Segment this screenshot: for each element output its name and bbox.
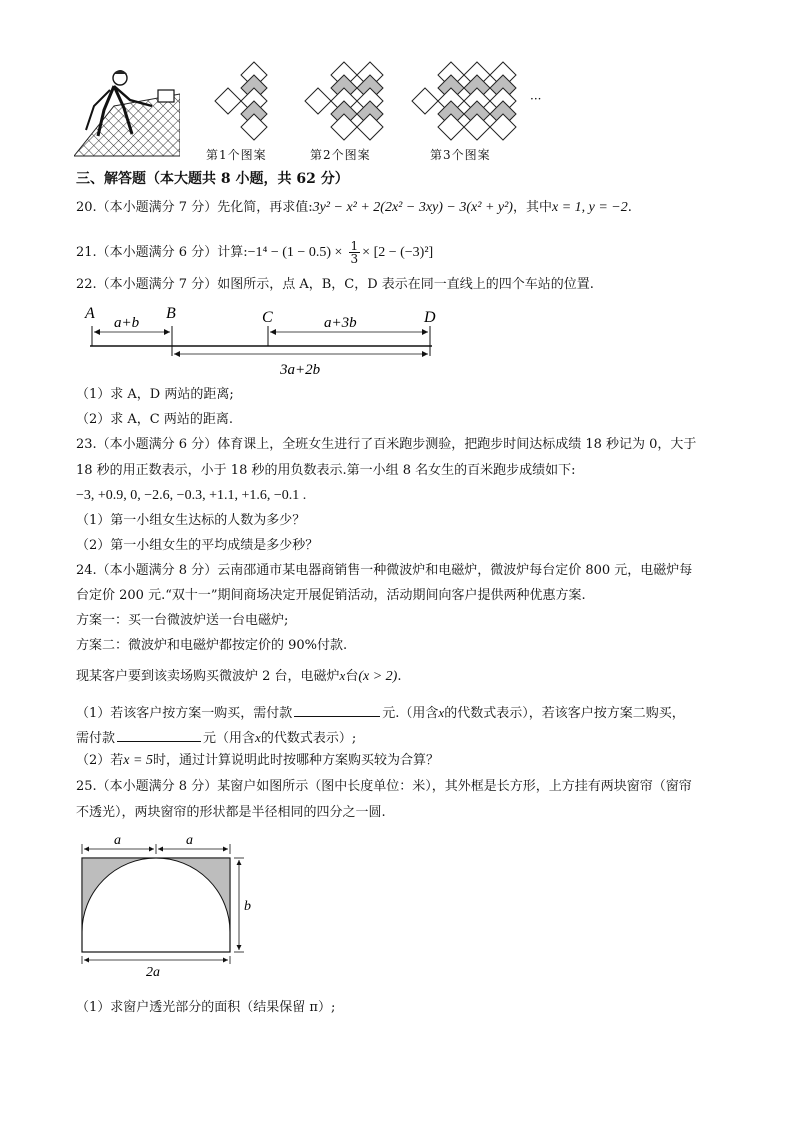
label-height-b: b bbox=[244, 899, 251, 914]
q20-expression: 3y² − x² + 2(2x² − 3xy) − 3(x² + y²) bbox=[312, 200, 513, 215]
pattern-1-figure bbox=[198, 58, 284, 144]
q24-sub1-text-e: 需付款 bbox=[76, 731, 116, 746]
question-24-line-3 bbox=[76, 668, 401, 685]
answer-blank-plan-2[interactable] bbox=[117, 729, 201, 742]
question-22-text: 22.（本小题满分 7 分）如图所示，点 A，B，C，D 表示在同一直线上的四个车站的位置. bbox=[76, 277, 594, 292]
label-point-a: A bbox=[85, 305, 95, 322]
question-23-part-1: （1）第一小组女生达标的人数为多少？ bbox=[76, 513, 306, 528]
q21-expression-a: −1⁴ − (1 − 0.5) × bbox=[247, 245, 343, 260]
q24-sub1-text-f: 元（用含 bbox=[203, 731, 256, 746]
question-24-line-1: 24.（本小题满分 8 分）云南邵通市某电器商销售一种微波炉和电磁炉，微波炉每台定价 800 元，电磁炉每 bbox=[76, 563, 693, 578]
white-tile bbox=[215, 88, 241, 114]
question-22-part-1: （1）求 A，D 两站的距离; bbox=[76, 387, 234, 402]
question-23-data: −3, +0.9, 0, −2.6, −0.3, +1.1, +1.6, −0.1 . bbox=[76, 488, 307, 503]
question-25-line-1: 25.（本小题满分 8 分）某窗户如图所示（图中长度单位：米），其外框是长方形，上方挂有两块窗帘（窗帘 bbox=[76, 779, 692, 794]
label-width-a-right: a bbox=[186, 833, 193, 848]
q24-sub2-var: x = 5 bbox=[123, 753, 153, 768]
q24-line3-unit: 台 bbox=[345, 669, 359, 684]
white-tile bbox=[305, 88, 331, 114]
question-24-part-1-line-1 bbox=[76, 704, 685, 722]
pattern-3-figure bbox=[400, 58, 528, 144]
pattern-3-caption: 第3个图案 bbox=[430, 148, 491, 162]
q24-sub2-text-a: （2）若 bbox=[76, 753, 124, 768]
label-segment-cd: a+3b bbox=[324, 315, 357, 331]
question-23-line-1: 23.（本小题满分 6 分）体育课上，全班女生进行了百米跑步测验，把跑步时间达标成绩 18 秒记为 0，大于 bbox=[76, 437, 697, 452]
q24-line3-var: x bbox=[339, 668, 346, 683]
label-segment-ab: a+b bbox=[114, 315, 140, 331]
question-24-plan-1: 方案一：买一台微波炉送一台电磁炉; bbox=[76, 613, 289, 628]
q20-end: . bbox=[627, 200, 632, 215]
white-tile bbox=[412, 88, 438, 114]
q21-fraction-numerator: 1 bbox=[350, 239, 359, 253]
q20-condition: x = 1, y = −2 bbox=[551, 200, 628, 215]
question-22-part-2: （2）求 A，C 两站的距离. bbox=[76, 412, 234, 427]
label-width-a-left: a bbox=[114, 833, 121, 848]
pattern-2-caption: 第2个图案 bbox=[310, 148, 371, 162]
answer-blank-plan-1[interactable] bbox=[294, 704, 380, 717]
label-point-d: D bbox=[424, 309, 436, 326]
label-point-c: C bbox=[262, 309, 273, 326]
question-23-line-2: 18 秒的用正数表示，小于 18 秒的用负数表示.第一小组 8 名女生的百米跑步成绩如下: bbox=[76, 463, 576, 478]
q24-line3-condition: (x > 2) bbox=[358, 669, 398, 684]
q24-sub1-text-h: 的代数式表示）; bbox=[260, 731, 357, 746]
question-24-plan-2: 方案二：微波炉和电磁炉都按定价的 90%付款. bbox=[76, 638, 348, 653]
q24-line3-text: 现某客户要到该卖场购买微波炉 2 台，电磁炉 bbox=[76, 669, 340, 684]
q21-fraction-denominator: 3 bbox=[350, 252, 359, 266]
label-segment-bd: 3a+2b bbox=[280, 362, 321, 378]
question-20 bbox=[76, 200, 632, 216]
pattern-2-figure bbox=[294, 58, 394, 144]
q24-sub1-text-d: 的代数式表示），若该客户按方案二购买， bbox=[444, 706, 685, 721]
q24-line3-end: . bbox=[397, 669, 402, 684]
question-24-part-1-line-2 bbox=[76, 729, 356, 747]
q20-mid: ，其中 bbox=[512, 200, 552, 215]
q20-prefix: 20.（本小题满分 7 分）先化简，再求值: bbox=[76, 200, 313, 215]
q22-number-line-figure bbox=[80, 300, 460, 378]
section-title: 三、解答题（本大题共 8 小题，共 62 分） bbox=[76, 171, 349, 187]
q24-sub1-var: x bbox=[438, 705, 445, 720]
question-23-part-2: （2）第一小组女生的平均成绩是多少秒？ bbox=[76, 538, 319, 553]
question-24-part-2 bbox=[76, 753, 439, 769]
q21-fraction bbox=[349, 240, 361, 265]
q24-sub1-text-a: （1）若该客户按方案一购买，需付款 bbox=[76, 706, 293, 721]
q25-window-figure bbox=[76, 830, 256, 978]
worker-tiling-illustration bbox=[74, 66, 180, 158]
question-21 bbox=[76, 240, 433, 265]
q21-prefix: 21.（本小题满分 6 分）计算: bbox=[76, 245, 248, 260]
pattern-ellipsis: ··· bbox=[530, 92, 542, 106]
q24-sub2-text-c: 时，通过计算说明此时按哪种方案购买较为合算？ bbox=[152, 753, 439, 768]
q21-expression-b: × [2 − (−3)²] bbox=[362, 245, 434, 260]
question-25-line-2: 不透光），两块窗帘的形状都是半径相同的四分之一圆. bbox=[76, 805, 386, 820]
q24-sub1-var-2: x bbox=[255, 730, 261, 745]
question-24-line-2: 台定价 200 元.“双十一”期间商场决定开展促销活动，活动期间向客户提供两种优惠方案. bbox=[76, 588, 586, 603]
q24-sub1-text-b: 元.（用含 bbox=[382, 706, 439, 721]
label-width-2a: 2a bbox=[146, 965, 160, 978]
question-25-part-1: （1）求窗户透光部分的面积（结果保留 π）; bbox=[76, 1000, 336, 1015]
pattern-1-caption: 第1个图案 bbox=[206, 148, 267, 162]
label-point-b: B bbox=[166, 305, 176, 322]
